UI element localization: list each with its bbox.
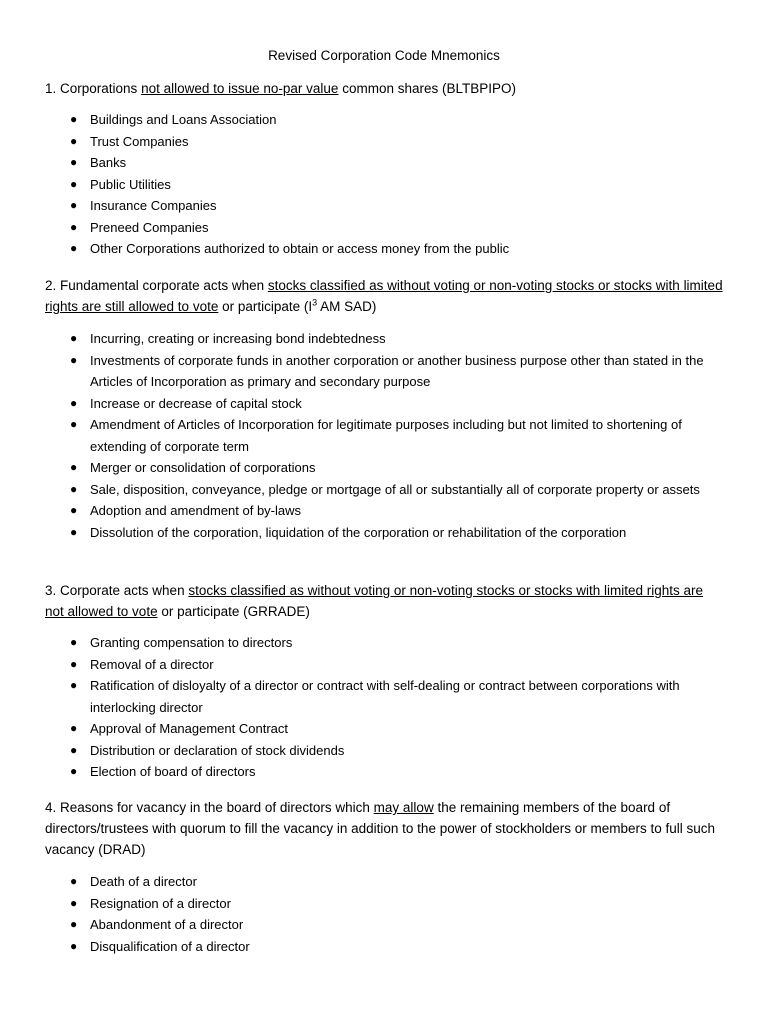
bullet-icon: ● xyxy=(70,503,78,517)
section-2-list xyxy=(0,328,768,543)
list-item: ● Sale, disposition, conveyance, pledge or mortgage of all or substantially all of corporate property or assets xyxy=(0,479,730,501)
bullet-icon: ● xyxy=(70,133,78,148)
list-item: ● Granting compensation to directors xyxy=(0,632,730,654)
bullet-icon: ● xyxy=(70,481,78,496)
list-item: ● Amendment of Articles of Incorporation for legitimate purposes including but not limited to shortening of extending of corporate term xyxy=(0,414,730,457)
bullet-icon: ● xyxy=(70,155,78,169)
section-1-list xyxy=(0,109,768,260)
bullet-icon: ● xyxy=(70,874,78,888)
list-item: ● Investments of corporate funds in another corporation or another business purpose other than stated in the Articles of Incorporation as primary and secondary purpose xyxy=(0,350,730,393)
section-4-heading: 4. Reasons for vacancy in the board of directors which may allow the remaining members of the board of directors/trustees with quorum to fill the vacancy in addition to the power of stockholders or members to full such vacancy (DRAD) xyxy=(45,800,716,857)
section-2-heading: 2. Fundamental corporate acts when stocks classified as without voting or non-voting stocks or stocks with limited rights are still allowed to vote or participate ($I^3$ AM SAD) xyxy=(45,278,723,314)
bullet-icon: ● xyxy=(70,721,78,735)
bullet-icon: ● xyxy=(70,198,78,212)
list-item: ● Resignation of a director xyxy=(0,893,730,915)
list-item: ● Incurring, creating or increasing bond indebtedness xyxy=(0,328,730,350)
bullet-icon: ● xyxy=(70,331,78,345)
section-3-heading: 3. Corporate acts when stocks classified as without voting or non-voting stocks or stocks with limited rights are not allowed to vote or participate (GRRADE) xyxy=(45,583,704,619)
bullet-icon: ● xyxy=(70,241,78,255)
list-item: ● Merger or consolidation of corporations xyxy=(0,457,730,479)
list-item: ● Adoption and amendment of by-laws xyxy=(0,500,730,522)
bullet-icon: ● xyxy=(70,678,78,692)
bullet-icon: ● xyxy=(70,417,78,431)
bullet-icon: ● xyxy=(70,895,78,910)
bullet-icon: ● xyxy=(70,460,78,474)
list-item: ● Ratification of disloyalty of a director or contract with self-dealing or contract between corporations with interlocking director xyxy=(0,675,730,718)
list-item: ● Banks xyxy=(0,152,730,174)
list-item: ● Approval of Management Contract xyxy=(0,718,730,740)
list-item: ● Dissolution of the corporation, liquidation of the corporation or rehabilitation of the corporation xyxy=(0,522,730,544)
bullet-icon: ● xyxy=(70,938,78,953)
underlined-phrase: stocks classified as without voting or non-voting stocks or stocks with limited rights are still allowed to vote xyxy=(45,278,723,314)
bullet-icon: ● xyxy=(70,352,78,367)
bullet-icon: ● xyxy=(70,219,78,234)
bullet-icon: ● xyxy=(70,176,78,191)
bullet-icon: ● xyxy=(70,742,78,757)
list-item: ● Election of board of directors xyxy=(0,761,730,783)
list-item: ● Death of a director xyxy=(0,871,730,893)
list-item: ● Removal of a director xyxy=(0,654,730,676)
list-item: ● Disqualification of a director xyxy=(0,936,730,958)
list-item: ● Public Utilities xyxy=(0,174,730,196)
list-item: ● Increase or decrease of capital stock xyxy=(0,393,730,415)
list-item: ● Insurance Companies xyxy=(0,195,730,217)
underlined-phrase: stocks classified as without voting or non-voting stocks or stocks with limited rights are not allowed to vote xyxy=(45,583,704,619)
underlined-phrase: may allow xyxy=(373,800,434,815)
bullet-icon: ● xyxy=(70,656,78,671)
list-item: ● Buildings and Loans Association xyxy=(0,109,730,131)
underlined-phrase: not allowed to issue no-par value xyxy=(141,81,339,96)
bullet-icon: ● xyxy=(70,764,78,778)
section-3-list xyxy=(0,632,768,783)
section-4-list xyxy=(0,871,768,957)
list-item: ● Preneed Companies xyxy=(0,217,730,239)
list-item: ● Other Corporations authorized to obtain or access money from the public xyxy=(0,238,730,260)
list-item: ● Distribution or declaration of stock dividends xyxy=(0,740,730,762)
bullet-icon: ● xyxy=(70,917,78,931)
page-title: Revised Corporation Code Mnemonics xyxy=(268,48,500,63)
bullet-icon: ● xyxy=(70,395,78,410)
list-item: ● Trust Companies xyxy=(0,131,730,153)
bullet-icon: ● xyxy=(70,112,78,126)
bullet-icon: ● xyxy=(70,524,78,539)
section-1-heading: 1. Corporations not allowed to issue no-par value common shares (BLTBPIPO) xyxy=(45,81,516,96)
bullet-icon: ● xyxy=(70,635,78,649)
list-item: ● Abandonment of a director xyxy=(0,914,730,936)
